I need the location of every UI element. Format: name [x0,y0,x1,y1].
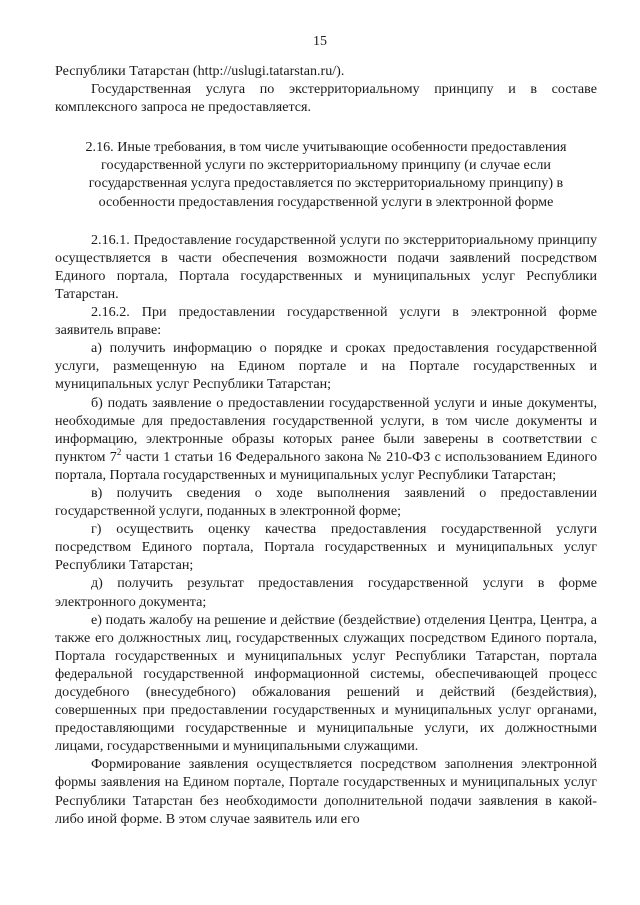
paragraph-continuation: Республики Татарстан (http://uslugi.tatarstan.ru/). [55,63,345,79]
list-item-a: а) получить информацию о порядке и сроках предоставления государственной услуги, размещенную на Едином портале и на Портале государственных и муниципальных услуг Республики Татарстан; [55,340,597,393]
list-item-b [55,394,597,484]
list-item-b-text-end: части 1 статьи 16 Федерального закона № 210-ФЗ с использованием Единого портала, Портала государственных и муниципальных услуг Республики Татарстан; [55,448,597,483]
paragraph-2-16-2: 2.16.2. При предоставлении государственной услуги в электронной форме заявитель вправе: [55,304,597,339]
list-item-d: д) получить результат предоставления государственной услуги в форме электронного документа; [55,575,597,610]
paragraph-form-submission: Формирование заявления осуществляется посредством заполнения электронной формы заявления на Едином портале, Портале государственных и муниципальных услуг Республики Татарстан без необходимости дополнительной подачи заявления в какой-либо иной форме. В этом случае заявитель или его [55,756,597,827]
list-item-v: в) получить сведения о ходе выполнения заявлений о предоставлении государственной услуги, поданных в электронной форме; [55,484,597,520]
page-content [55,62,597,828]
paragraph-2-16-1: 2.16.1. Предоставление государственной услуги по экстерриториальному принципу осуществляется в части обеспечения возможности подачи заявлений посредством Единого портала, Портала государственных и муниципальных услуг Республики Татарстан. [55,231,597,302]
list-item-e: е) подать жалобу на решение и действие (бездействие) отделения Центра, Центра, а также его должностных лиц, государственных служащих посредством Единого портала, Портала государственных и муниципальных услуг Республики Татарстан, портала федеральной государственной информационной системы, обеспечивающей процесс досудебного (внесудебного) обжалования решений и действий (бездействия), совершенных при предоставлении государственных и муниципальных услуг органами, предоставляющими государственные и муниципальные услуги, их должностными лицами, государственными и муниципальными служащими. [55,611,597,755]
footnote-superscript: 2 [116,446,122,457]
paragraph-extraterritorial-note: Государственная услуга по экстерриториальному принципу и в составе комплексного запроса не предоставляется. [55,81,597,116]
list-item-g: г) осуществить оценку качества предоставления государственной услуги посредством Единого портала, Портала государственных и муниципальных услуг Республики Татарстан; [55,521,597,574]
section-heading-2-16: 2.16. Иные требования, в том числе учитывающие особенности предоставления государственной услуги по экстерриториальному принципу (и случае если государственная услуга предоставляется по экстерриториальному принципу) в особенности предоставления государственной услуги в электронной форме [85,139,567,210]
list-item-b-text-start: б) подать заявление о предоставлении государственной услуги и иные документы, необходимые для предоставления государственной услуги, в том числе документы и информацию, электронные образы которых ранее были заверены в соответствии с пунктом 7 [55,394,597,465]
page-number: 15 [313,34,327,49]
